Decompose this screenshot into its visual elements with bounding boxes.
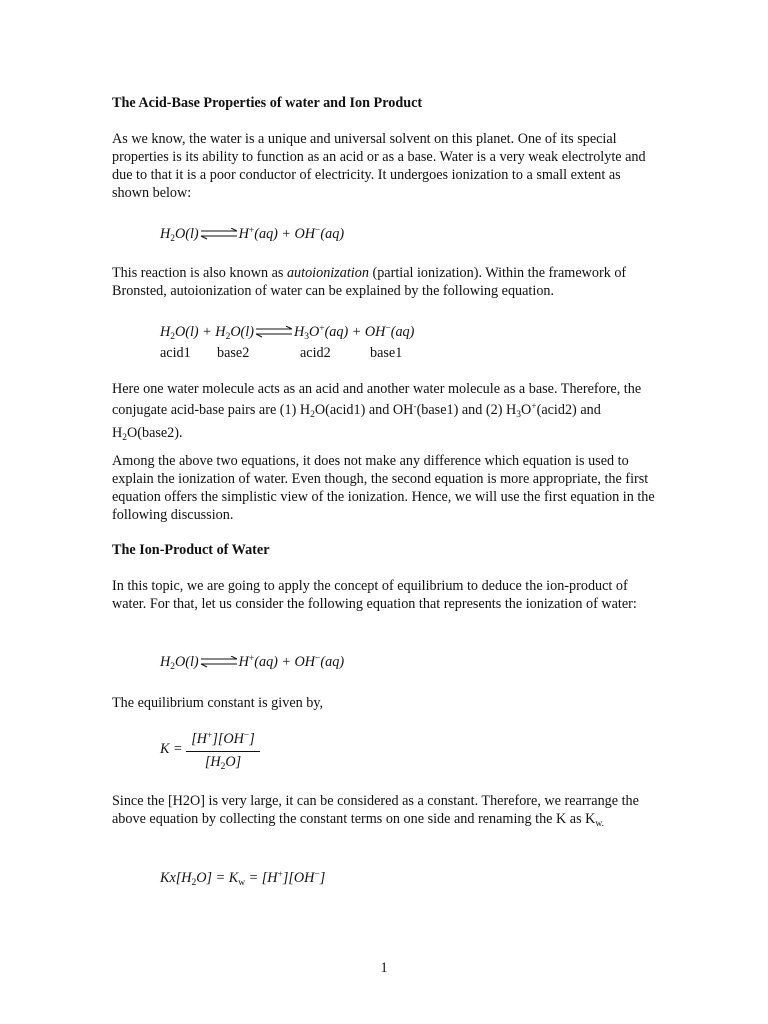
- document-title: The Acid-Base Properties of water and Ion Product: [112, 95, 423, 111]
- paragraph-comparison: Among the above two equations, it does not make any difference which equation is used to explain the ionization of water. Even though, the second equation is more appropriate, the first equation offers the simplistic view of the ionization. Hence, we will use the first equation in the following discussion.: [112, 453, 655, 523]
- equation-bronsted: $H_2O(l) + H_2O(l) H_3O^+(aq) + OH^-(aq)$: [160, 324, 415, 342]
- section-heading-ion-product: The Ion-Product of Water: [112, 542, 270, 558]
- equation-ionization-2: $H_2O(l) H^+(aq) + OH^-(aq)$: [160, 654, 345, 672]
- equation-ionization-1: $H_2O(l) H^+(aq) + OH^-(aq)$: [160, 226, 345, 244]
- label-acid1: acid1: [160, 345, 191, 361]
- page-number: 1: [380, 960, 388, 976]
- document-page: The Acid-Base Properties of water and Ion Product As we know, the water is a unique and universal solvent on this planet. One of its special properties is its ability to function as an acid or as a base. Water is a very weak electrolyte and due to that it is a poor conductor of electricity. It undergoes ionization to a small extent as shown below: $H_2O(l) H^+(aq) + OH^-(aq)$ This reaction is also known as autoionization (partial ionization). Within the framework of Bronsted, autoionization of water can be explained by the following equation. $H_2O(l) + H_2O(l) H_3O^+(aq) + OH^-(aq)$ acid1 base2 acid2 base1 Here one water molecule acts as an acid and another water molecule as a base. Therefore, the conjugate acid-base pairs are (1) $H_2O(acid1)$ and OH-(base1) and (2) $H_3O^+(acid2)$ and $H_2O(base2)$. Among the above two equations, it does not make any difference which equation is used to explain the ionization of water. Even though, the second equation is more appropriate, the first equation offers the simplistic view of the ionization. Hence, we will use the first equation in the following discussion. The Ion-Product of Water In this topic, we are going to apply the concept of equilibrium to deduce the ion-product of water. For that, let us consider the following equation that represents the ionization of water: $H_2O(l) H^+(aq) + OH^-(aq)$ The equilibrium constant is given by, K = [H+][OH−] $[H_2O]$ Since the [H2O] is very large, it can be considered as a constant. Therefore, we rearrange the above equation by collecting the constant terms on one side and renaming the K as $K_{w.}$ $Kx[H_2O] = K_w = [H^+][OH^-]$ 1: [0, 0, 768, 1024]
- paragraph-autoionization: This reaction is also known as autoionization (partial ionization). Within the framework of Bronsted, autoionization of water can be explained by the following equation.: [112, 265, 627, 299]
- equilibrium-arrow-icon: [255, 326, 293, 338]
- paragraph-conjugate-pairs: Here one water molecule acts as an acid and another water molecule as a base. Therefore, the conjugate acid-base pairs are (1) $H_2O(acid1)$ and OH-(base1) and (2) $H_3O^+(acid2)$ and $H_2O(base2)$.: [112, 381, 642, 443]
- equilibrium-arrow-icon: [200, 656, 238, 668]
- paragraph-ion-product-intro: In this topic, we are going to apply the concept of equilibrium to deduce the ion-product of water. For that, let us consider the following equation that represents the ionization of water:: [112, 578, 637, 612]
- label-acid2: acid2: [300, 345, 331, 361]
- autoionization-term: autoionization: [286, 265, 369, 281]
- paragraph-intro: As we know, the water is a unique and universal solvent on this planet. One of its special properties is its ability to function as an acid or as a base. Water is a very weak electrolyte and due to that it is a poor conductor of electricity. It undergoes ionization to a small extent as shown below:: [112, 131, 646, 201]
- paragraph-rearrange: Since the [H2O] is very large, it can be considered as a constant. Therefore, we rearrange the above equation by collecting the constant terms on one side and renaming the K as $K_{w.}$: [112, 793, 639, 829]
- equilibrium-arrow-icon: [200, 228, 238, 240]
- label-base1: base1: [370, 345, 403, 361]
- equation-kw: $Kx[H_2O] = K_w = [H^+][OH^-]$: [160, 870, 326, 888]
- paragraph-equilibrium-constant: The equilibrium constant is given by,: [112, 695, 324, 711]
- label-base2: base2: [217, 345, 250, 361]
